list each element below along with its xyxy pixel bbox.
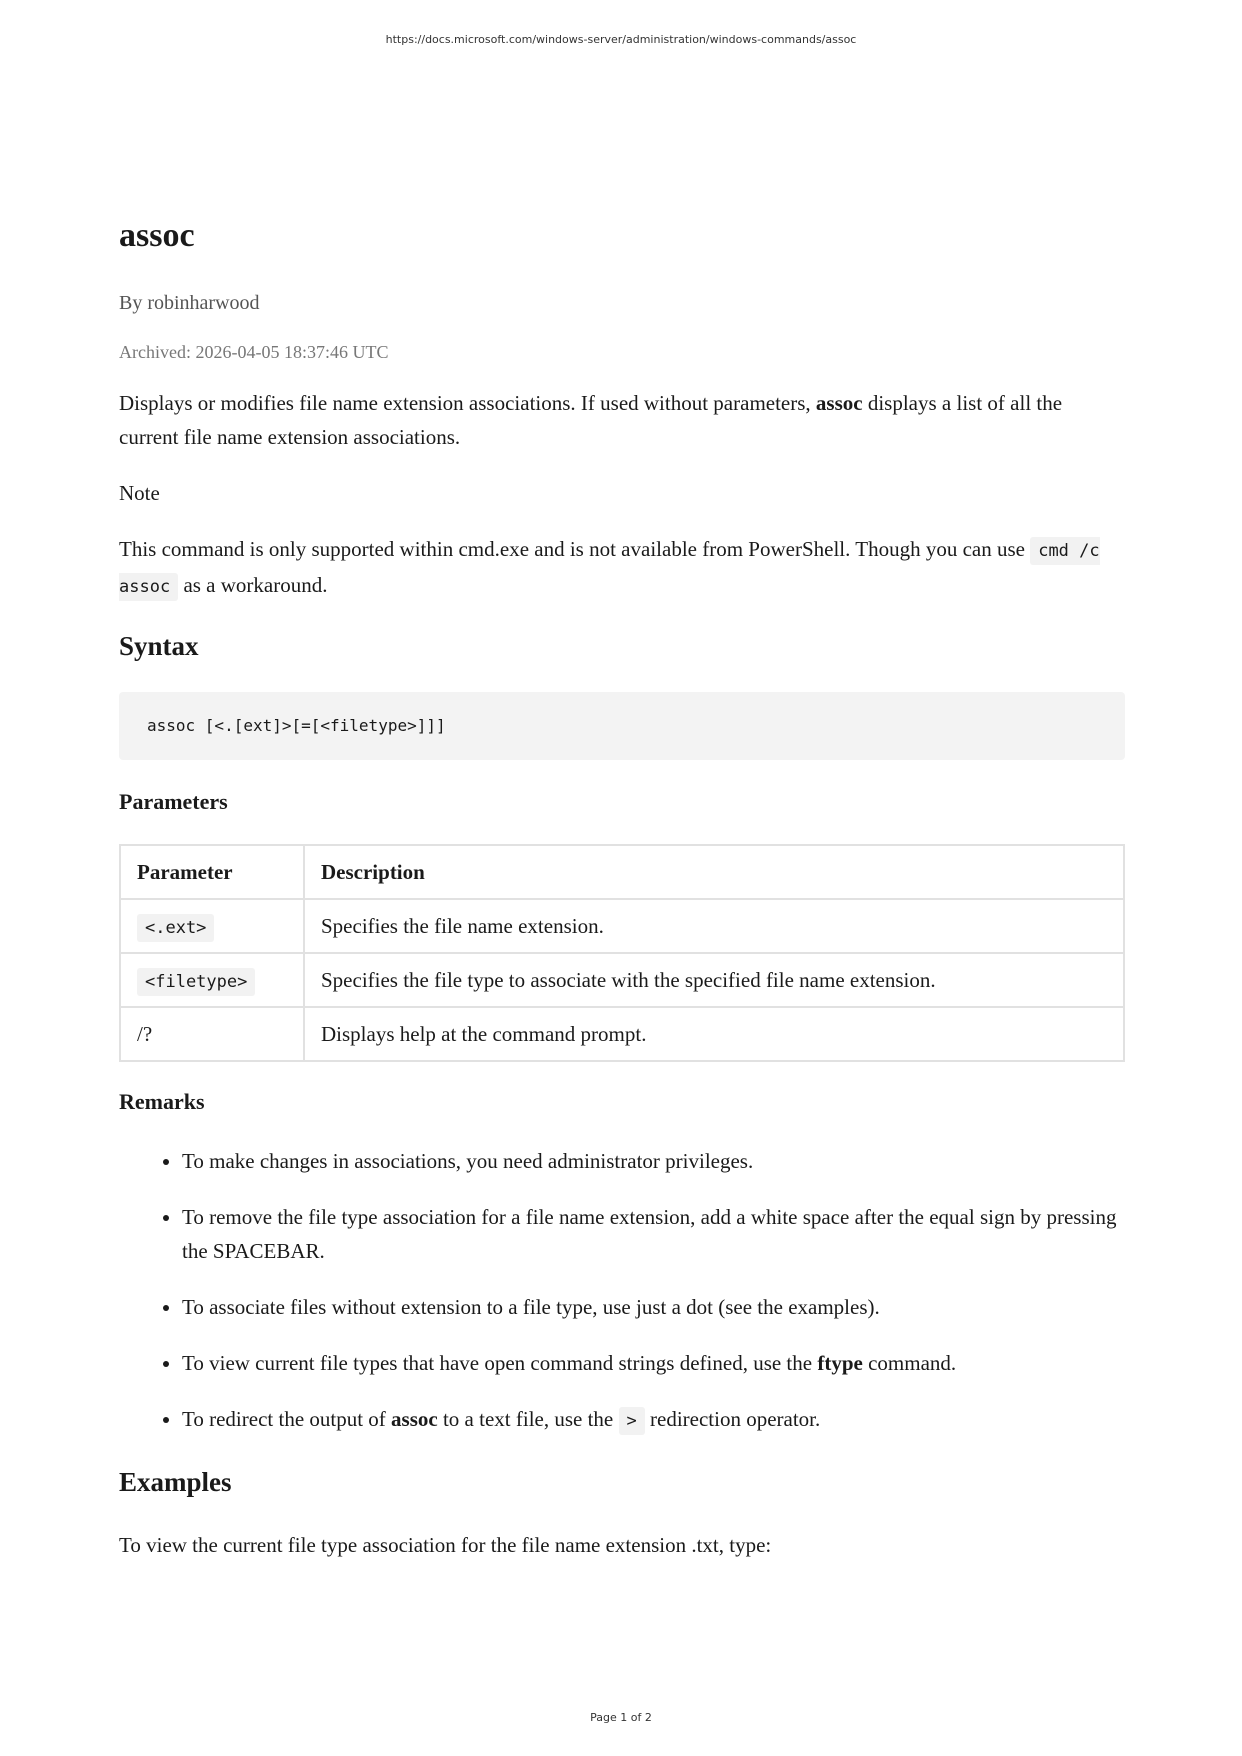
syntax-heading: Syntax xyxy=(119,631,199,661)
remarks-list xyxy=(119,1144,1125,1438)
examples-intro: To view the current file type association for the file name extension .txt, type: xyxy=(119,1533,772,1557)
list-item: • To view current file types that have open command strings defined, use the ftype command. xyxy=(182,1346,1125,1380)
table-row xyxy=(120,1007,1124,1061)
table-cell-description: Displays help at the command prompt. xyxy=(304,1007,1124,1061)
table-cell-parameter xyxy=(120,953,304,1007)
workaround-code: cmd /c assoc xyxy=(119,537,1100,601)
page-number-footer: Page 1 of 2 xyxy=(590,1711,652,1724)
assoc-command-bold: assoc xyxy=(815,391,863,415)
parameters-heading: Parameters xyxy=(119,789,228,814)
intro-paragraph: Displays or modifies file name extension associations. If used without parameters, assoc displays a list of all the current file name extension associations. xyxy=(119,391,1063,449)
table-header-parameter: Parameter xyxy=(120,845,304,899)
ftype-command-bold: ftype xyxy=(817,1351,863,1375)
table-cell-description: Specifies the file name extension. xyxy=(304,899,1124,953)
list-item: • To make changes in associations, you need administrator privileges. xyxy=(182,1144,1125,1178)
table-header-description: Description xyxy=(304,845,1124,899)
assoc-command-bold: assoc xyxy=(391,1407,438,1431)
page-url-header: https://docs.microsoft.com/windows-server/administration/windows-commands/assoc xyxy=(385,33,857,46)
parameter-code: <filetype> xyxy=(137,968,255,996)
examples-heading: Examples xyxy=(119,1467,232,1497)
page-title: assoc xyxy=(119,217,195,254)
table-row xyxy=(120,899,1124,953)
table-cell-parameter: /? xyxy=(120,1007,304,1061)
list-item: • To associate files without extension to a file type, use just a dot (see the examples). xyxy=(182,1290,1125,1324)
table-cell-description: Specifies the file type to associate with the specified file name extension. xyxy=(304,953,1124,1007)
note-paragraph: This command is only supported within cmd.exe and is not available from PowerShell. Though you can use cmd /c assoc as a workaround. xyxy=(119,532,1125,604)
archived-timestamp: Archived: 2026-04-05 18:37:46 UTC xyxy=(119,342,389,362)
article-content xyxy=(119,212,1125,1584)
list-item: • To redirect the output of assoc to a text file, use the > redirection operator. xyxy=(182,1402,1125,1438)
syntax-code-block: assoc [<.[ext]>[=[<filetype>]]] xyxy=(119,692,1125,760)
table-cell-parameter xyxy=(120,899,304,953)
table-row xyxy=(120,953,1124,1007)
parameter-code: <.ext> xyxy=(137,914,214,942)
parameters-table xyxy=(119,844,1125,1062)
redirect-operator-code: > xyxy=(619,1407,645,1435)
table-header-row xyxy=(120,845,1124,899)
author-byline: By robinharwood xyxy=(119,292,260,314)
list-item: • To remove the file type association for a file name extension, add a white space after the equal sign by pressing the SPACEBAR. xyxy=(182,1200,1125,1268)
note-label: Note xyxy=(119,481,160,505)
remarks-heading: Remarks xyxy=(119,1089,205,1114)
